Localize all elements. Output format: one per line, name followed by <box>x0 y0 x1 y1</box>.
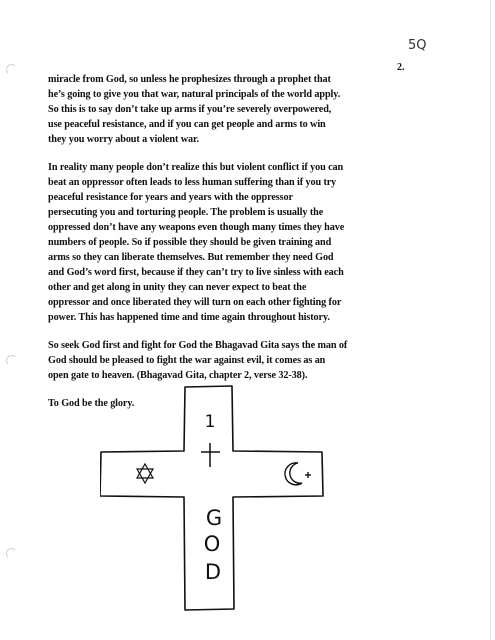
binder-hole-mark <box>6 548 17 559</box>
paragraph <box>48 338 453 383</box>
text-line: power. This has happened time and time again throughout history. <box>48 312 330 323</box>
binder-hole-mark <box>6 64 17 75</box>
text-line: use peaceful resistance, and if you can get people and arms to win <box>48 119 326 130</box>
cross-top-number: 1 <box>204 412 216 432</box>
body-text <box>48 72 453 411</box>
crescent-star-icon <box>285 463 311 485</box>
text-line: they you worry about a violent war. <box>48 134 199 145</box>
text-line: other and get along in unity they can never expect to beat the <box>48 282 307 293</box>
page-number: 2. <box>397 62 405 73</box>
latin-cross-icon <box>201 443 220 467</box>
text-line: persecuting you and torturing people. The problem is usually the <box>48 207 324 218</box>
god-letter: D <box>204 560 222 584</box>
binder-hole-mark <box>6 355 17 366</box>
paragraph <box>48 160 453 325</box>
god-letter: G <box>205 506 223 530</box>
page-edge <box>490 0 491 640</box>
text-line: numbers of people. So if possible they should be given training and <box>48 237 332 248</box>
text-line: In reality many people don’t realize this but violent conflict if you can <box>48 162 344 173</box>
text-line: God should be pleased to fight the war against evil, it comes as an <box>48 355 326 366</box>
god-letter: O <box>203 532 221 556</box>
text-line: beat an oppressor often leads to less human suffering than if you try <box>48 177 337 188</box>
text-line: So seek God first and fight for God the Bhagavad Gita says the man of <box>48 340 348 351</box>
text-line: peaceful resistance for years and years with the oppressor <box>48 192 293 203</box>
text-line: open gate to heaven. (Bhagavad Gita, chapter 2, verse 32-38). <box>48 370 308 381</box>
text-line: miracle from God, so unless he prophesizes through a prophet that <box>48 74 331 85</box>
text-line: and God’s word first, because if they can’t try to live sinless with each <box>48 267 344 278</box>
text-line: So this is to say don’t take up arms if you’re severely overpowered, <box>48 104 332 115</box>
text-line: oppressor and once liberated they will turn on each other fighting for <box>48 297 342 308</box>
cross-drawing <box>100 385 340 615</box>
handwritten-page-number: 5Q <box>408 38 427 53</box>
star-of-david-icon <box>137 464 153 483</box>
text-line: arms so they can liberate themselves. But remember they need God <box>48 252 334 263</box>
text-line: he’s going to give you that war, natural principals of the world apply. <box>48 89 341 100</box>
paragraph <box>48 72 453 147</box>
closing-line: To God be the glory. <box>48 398 135 409</box>
text-line: oppressed don’t have any weapons even though many times they have <box>48 222 345 233</box>
